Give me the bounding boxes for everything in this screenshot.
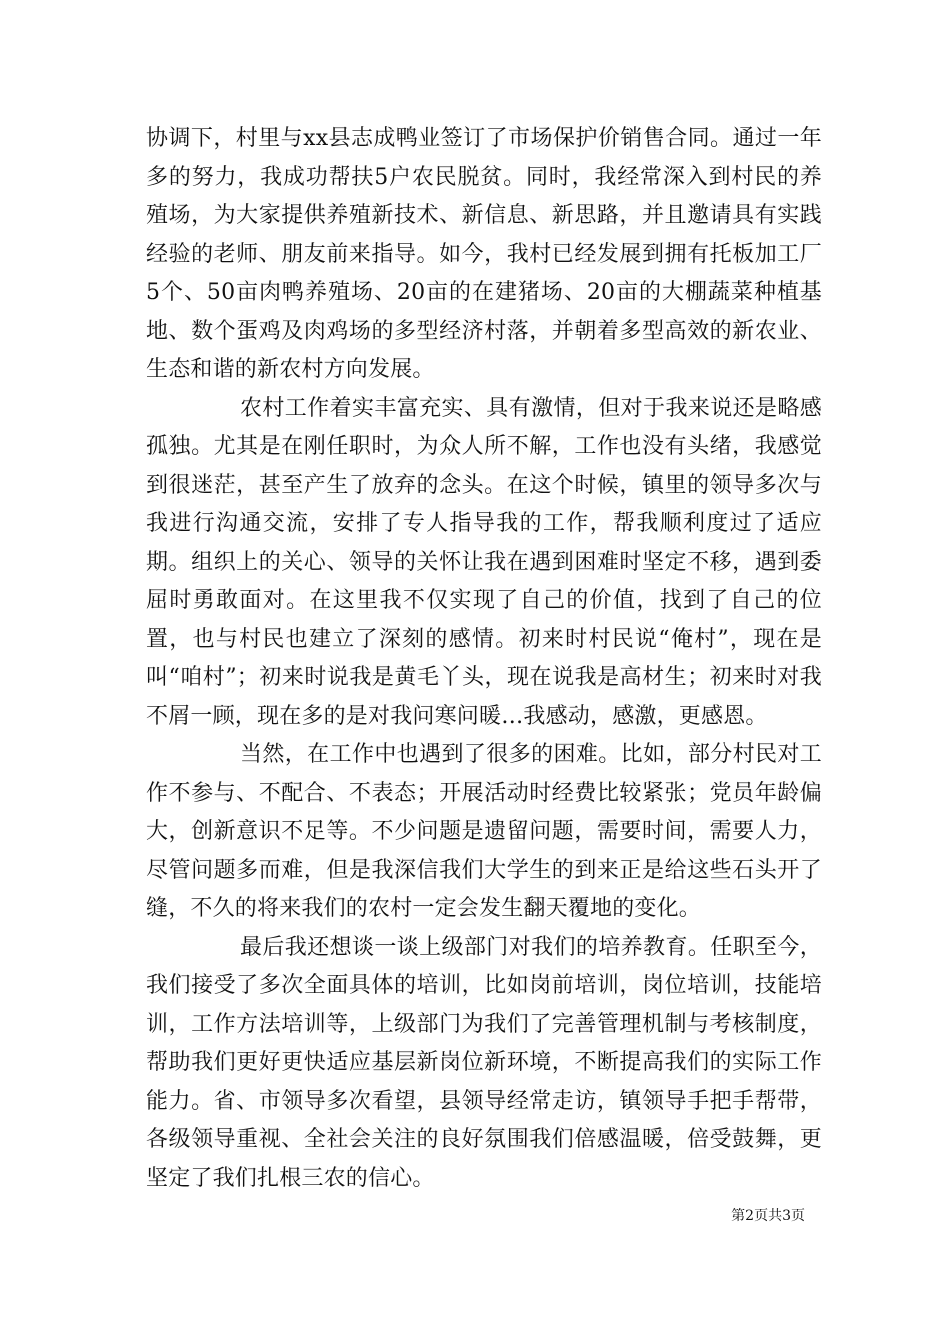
paragraph-2: 农村工作着实丰富充实、具有激情，但对于我来说还是略感孤独。尤其是在刚任职时，为众人所不解，工作也没有头绪，我感觉到很迷茫，甚至产生了放弃的念头。在这个时候，镇里的领导多次与我进行沟通交流，安排了专人指导我的工作，帮我顺利度过了适应期。组织上的关心、领导的关怀让我在遇到困难时坚定不移，遇到委屈时勇敢面对。在这里我不仅实现了自己的价值，找到了自己的位置，也与村民也建立了深刻的感情。初来时村民说“俺村”，现在是叫“咱村”；初来时说我是黄毛丫头，现在说我是高材生；初来时对我不屑一顾，现在多的是对我问寒问暖…我感动，感激，更感恩。 [146,395,822,729]
paragraph-1: 协调下，村里与xx县志成鸭业签订了市场保护价销售合同。通过一年多的努力，我成功帮扶5户农民脱贫。同时，我经常深入到村民的养殖场，为大家提供养殖新技术、新信息、新思路，并且邀请具有实践经验的老师、朋友前来指导。如今，我村已经发展到拥有托板加工厂5个、50亩肉鸭养殖场、20亩的在建猪场、20亩的大棚蔬菜种植基地、数个蛋鸡及肉鸡场的多型经济村落，并朝着多型高效的新农业、生态和谐的新农村方向发展。 [146,126,822,382]
paragraph-3: 当然，在工作中也遇到了很多的困难。比如，部分村民对工作不参与、不配合、不表态；开展活动时经费比较紧张；党员年龄偏大，创新意识不足等。不少问题是遗留问题，需要时间，需要人力，尽管问题多而难，但是我深信我们大学生的到来正是给这些石头开了缝，不久的将来我们的农村一定会发生翻天覆地的变化。 [146,742,822,921]
page-number-footer: 第2页共3页 [731,1208,805,1224]
paragraph-4: 最后我还想谈一谈上级部门对我们的培养教育。任职至今，我们接受了多次全面具体的培训，比如岗前培训，岗位培训，技能培训，工作方法培训等，上级部门为我们了完善管理机制与考核制度，帮助我们更好更快适应基层新岗位新环境，不断提高我们的实际工作能力。省、市领导多次看望，县领导经常走访，镇领导手把手帮带，各级领导重视、全社会关注的良好氛围我们倍感温暖，倍受鼓舞，更坚定了我们扎根三农的信心。 [146,934,822,1191]
document-body [146,120,822,1198]
